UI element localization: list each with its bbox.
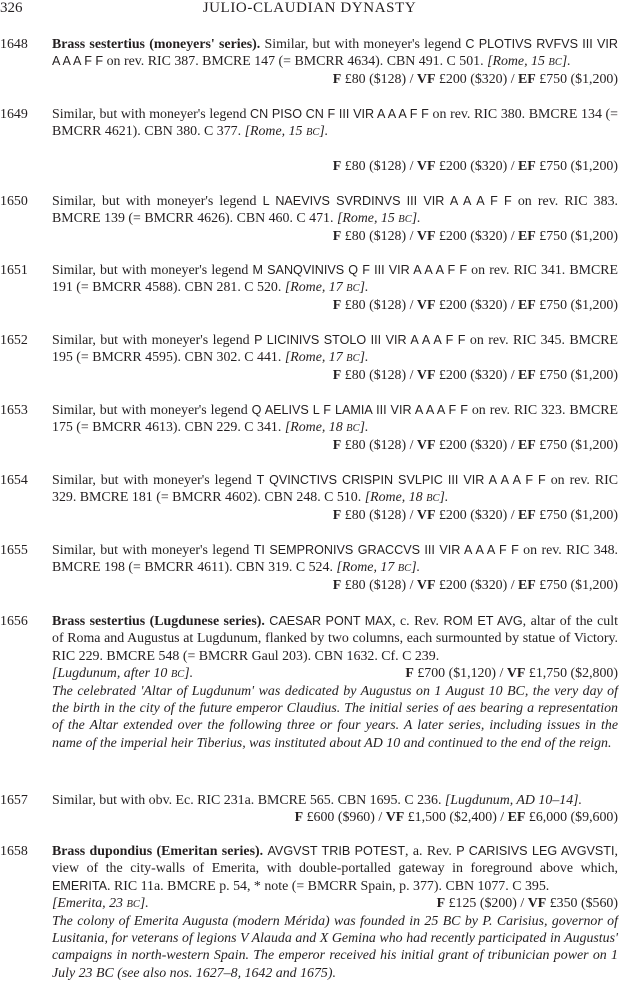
entry-body	[52, 402, 618, 438]
price-line: F £80 ($128) / VF £200 ($320) / EF £750 ($1,200)	[332, 229, 618, 244]
coin-legend: T QVINCTIVS CRISPIN SVLPIC III VIR A A A F F	[256, 473, 546, 487]
entry-number: 1657	[0, 793, 28, 808]
mint-date: [Rome, 15 BC].	[487, 54, 571, 70]
entry-description: , view of the city-walls of Emerita, with double-portalled gateway in foreground above which,	[52, 844, 618, 877]
mint-date-wrap	[52, 895, 149, 913]
reverse-legend: ROM ET AVG	[443, 614, 523, 628]
coin-legend: TI SEMPRONIVS GRACCVS III VIR A A A F F	[253, 543, 519, 557]
page-number: 326	[0, 0, 23, 16]
entry-refs: on rev. RIC 348. BMCRE 198 (= BMCRR 4611). CBN 319. C 524.	[52, 543, 619, 576]
entry-refs: on rev. RIC 387. BMCRE 147 (= BMCRR 4634). CBN 491. C 501.	[103, 54, 484, 70]
price-line: F £80 ($128) / VF £200 ($320) / EF £750 ($1,200)	[332, 578, 618, 593]
price-line: F £80 ($128) / VF £200 ($320) / EF £750 ($1,200)	[332, 508, 618, 523]
entry-text: Similar, but with moneyer's legend	[52, 263, 253, 278]
price-line: F £80 ($128) / VF £200 ($320) / EF £750 ($1,200)	[332, 438, 618, 453]
price-line: F £80 ($128) / VF £200 ($320) / EF £750 ($1,200)	[332, 159, 618, 174]
entry-number: 1649	[0, 107, 28, 122]
mint-date: [Rome, 17 BC].	[284, 350, 369, 366]
coin-legend: P LICINIVS STOLO III VIR A A A F F	[254, 333, 466, 347]
entry-text: Similar, but with moneyer's legend	[52, 107, 251, 122]
entry-title: Brass sestertius (Lugdunese series).	[52, 614, 265, 629]
price-line: F £125 ($200) / VF £350 ($560)	[436, 896, 618, 912]
entry-refs: on rev. RIC 329. BMCRE 181 (= BMCRR 4602). CBN 248. C 510.	[52, 473, 618, 506]
price-line: F £80 ($128) / VF £200 ($320) / EF £750 ($1,200)	[332, 298, 618, 313]
mint-date: [Lugdunum, after 10 BC].	[52, 666, 194, 682]
entry-body: Brass dupondius (Emeritan series). AVGVST TRIB POTEST, a. Rev. P CARISIVS LEG AVGVSTI, view of the city-walls of Emerita, with double-portalled gateway in foreground above which, EMERITA. RIC 11a. BMCRE p. 54, * note (= BMCRR Spain, p. 377). CBN 1077. C 395.	[52, 844, 618, 894]
running-head: JULIO-CLAUDIAN DYNASTY	[202, 0, 417, 16]
entry-number: 1651	[0, 263, 28, 278]
entry-body: Brass sestertius (Lugdunese series). CAESAR PONT MAX, c. Rev. ROM ET AVG, altar of the cult of Roma and Augustus at Lugdunum, flanked by two columns, each surmounted by statue of Victory. RIC 229. BMCRE 548 (= BMCRR Gaul 203). CBN 1632. Cf. C 239.	[52, 614, 618, 664]
mint-price-line	[52, 665, 618, 683]
entry-body	[52, 262, 618, 298]
entry-text: Similar, but with moneyer's legend	[52, 333, 255, 348]
coin-legend: C PLOTIVS RVFVS III VIR A A A F F	[52, 37, 618, 69]
coin-legend: M SANQVINIVS Q F III VIR A A A F F	[252, 263, 468, 277]
coin-legend: Q AELIVS L F LAMIA III VIR A A A F F	[251, 403, 468, 417]
entry-number: 1658	[0, 844, 28, 859]
page-header	[0, 0, 619, 22]
entry-number: 1656	[0, 614, 28, 629]
entry-number: 1650	[0, 194, 28, 209]
mint-date: [Rome, 17 BC].	[336, 560, 421, 576]
mint-date: [Rome, 18 BC].	[284, 420, 369, 436]
entry-refs: on rev. RIC 380. BMCRE 134 (= BMCRR 4621). CBN 380. C 377.	[52, 107, 619, 140]
entry-text: Similar, but with moneyer's legend	[52, 473, 257, 488]
entry-text: Similar, but with obv. Ec. RIC 231a. BMCRE 565. CBN 1695. C 236.	[52, 793, 442, 808]
entry-text: Similar, but with moneyer's legend	[52, 543, 254, 558]
entry-body	[52, 332, 618, 368]
entry-text: Similar, but with moneyer's legend	[52, 194, 263, 209]
mint-date: [Rome, 17 BC].	[284, 280, 369, 296]
reverse-legend: P CARISIVS LEG AVGVSTI	[456, 844, 615, 858]
entry-text: Similar, but with moneyer's legend	[52, 403, 252, 418]
entry-refs: on rev. RIC 323. BMCRE 175 (= BMCRR 4613). CBN 229. C 341.	[52, 403, 619, 436]
entry-body	[52, 472, 618, 508]
entry-text: Similar, but with moneyer's legend	[260, 37, 466, 52]
historical-note: The colony of Emerita Augusta (modern Mérida) was founded in 25 BC by P. Carisius, governor of Lusitania, for veterans of legions V Alauda and X Gemina who had recently participated in Augustus' campaigns in north-western Spain. The emperor received his initial grant of tribunician power on 1 July 23 BC (see also nos. 1627–8, 1642 and 1675).	[52, 913, 618, 981]
entry-refs: on rev. RIC 383. BMCRE 139 (= BMCRR 4626). CBN 460. C 471.	[52, 194, 618, 227]
price-line: F £80 ($128) / VF £200 ($320) / EF £750 ($1,200)	[332, 71, 618, 87]
historical-note: The celebrated 'Altar of Lugdunum' was dedicated by Augustus on 1 August 10 BC, the very day of the birth in the city of the future emperor Claudius. The initial series of aes bearing a representation of the Altar extended over the following three or four years. A later series, including issues in the name of the imperial heir Tiberius, was instituted about AD 10 and continued to the end of the reign.	[52, 683, 618, 751]
mint-price-line	[52, 895, 618, 913]
price-line: F £700 ($1,120) / VF £1,750 ($2,800)	[405, 666, 618, 682]
entry-number: 1654	[0, 473, 28, 488]
entry-description: , altar of the cult of Roma and Augustus at Lugdunum, flanked by two columns, each surmounted by statue of Victory. RIC 229. BMCRE 548 (= BMCRR Gaul 203). CBN 1632. Cf. C 239.	[52, 614, 618, 664]
mint-date: [Emerita, 23 BC].	[52, 896, 149, 912]
mint-date: [Rome, 15 BC].	[336, 211, 421, 227]
obverse-legend: CAESAR PONT MAX	[269, 614, 393, 628]
coin-legend: L NAEVIVS SVRDINVS III VIR A A A F F	[262, 194, 512, 208]
price-line: F £80 ($128) / VF £200 ($320) / EF £750 ($1,200)	[332, 368, 618, 383]
entry-refs: on rev. RIC 341. BMCRE 191 (= BMCRR 4588). CBN 281. C 520.	[52, 263, 619, 296]
entry-body	[52, 542, 618, 578]
entry-body	[52, 792, 618, 809]
coin-legend: CN PISO CN F III VIR A A A F F	[250, 107, 429, 121]
mint-date: [Lugdunum, AD 10–14].	[444, 793, 583, 808]
entry-number: 1652	[0, 333, 28, 348]
obverse-legend: AVGVST TRIB POTEST	[267, 844, 406, 858]
exergue-legend: EMERITA	[52, 878, 108, 893]
entry-refs: . RIC 11a. BMCRE p. 54, * note (= BMCRR Spain, p. 377). CBN 1077. C 395.	[107, 878, 550, 894]
entry-number: 1648	[0, 37, 28, 52]
entry-body	[52, 106, 618, 142]
entry-title: Brass sestertius (moneyers' series).	[52, 37, 261, 52]
entry-body	[52, 193, 618, 229]
mint-date: [Rome, 18 BC].	[364, 490, 449, 506]
mint-date: [Rome, 15 BC].	[244, 124, 329, 140]
entry-title: Brass dupondius (Emeritan series).	[52, 844, 264, 859]
price-line: F £600 ($960) / VF £1,500 ($2,400) / EF £6,000 ($9,600)	[294, 810, 618, 826]
entry-number: 1653	[0, 403, 28, 418]
entry-refs: on rev. RIC 345. BMCRE 195 (= BMCRR 4595). CBN 302. C 441.	[52, 333, 619, 366]
entry-number: 1655	[0, 543, 28, 558]
